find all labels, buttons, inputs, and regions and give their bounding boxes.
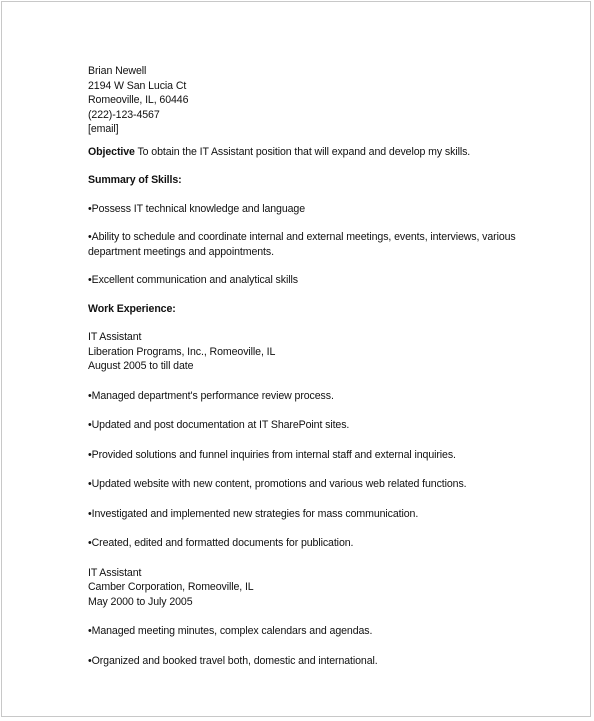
contact-email: [email]: [88, 123, 119, 135]
skill-item: •Possess IT technical knowledge and language: [88, 202, 306, 215]
contact-phone: (222)-123-4567: [88, 108, 160, 121]
skill-item: •Excellent communication and analytical skills: [88, 274, 298, 286]
contact-street: 2194 W San Lucia Ct: [88, 79, 187, 92]
job-duty: •Provided solutions and funnel inquiries from internal staff and external inquiries.: [88, 448, 456, 461]
job-duty: •Managed department's performance review process.: [88, 389, 334, 402]
job-title: IT Assistant: [88, 566, 142, 579]
job-duty: •Updated website with new content, promotions and various web related functions.: [88, 478, 467, 490]
contact-city: Romeoville, IL, 60446: [88, 94, 189, 106]
contact-block: [88, 64, 558, 137]
job-duty: •Created, edited and formatted documents for publication.: [88, 537, 354, 549]
job-duty: •Managed meeting minutes, complex calendars and agendas.: [88, 625, 373, 637]
job-company: Liberation Programs, Inc., Romeoville, IL: [88, 345, 276, 358]
job-company: Camber Corporation, Romeoville, IL: [88, 581, 254, 593]
job-title: IT Assistant: [88, 331, 142, 343]
job-duty: •Organized and booked travel both, domestic and international.: [88, 654, 378, 667]
resume-content: [88, 64, 558, 668]
job-dates: August 2005 to till date: [88, 360, 194, 372]
job-duty: •Investigated and implemented new strategies for mass communication.: [88, 507, 419, 520]
skills-heading: Summary of Skills:: [88, 174, 182, 186]
job-dates: May 2000 to July 2005: [88, 595, 193, 608]
job-header: [88, 330, 558, 374]
job-duty: •Updated and post documentation at IT SharePoint sites.: [88, 419, 350, 431]
resume-page: [1, 1, 591, 717]
objective-line: [88, 145, 558, 160]
contact-name: Brian Newell: [88, 65, 147, 77]
experience-heading: Work Experience:: [88, 302, 176, 315]
job-header: [88, 566, 558, 610]
objective-text: To obtain the IT Assistant position that will expand and develop my skills.: [134, 145, 471, 158]
objective-label: Objective: [88, 145, 135, 158]
skill-item: •Ability to schedule and coordinate internal and external meetings, events, interviews, various department meetings and appointments.: [88, 231, 516, 258]
